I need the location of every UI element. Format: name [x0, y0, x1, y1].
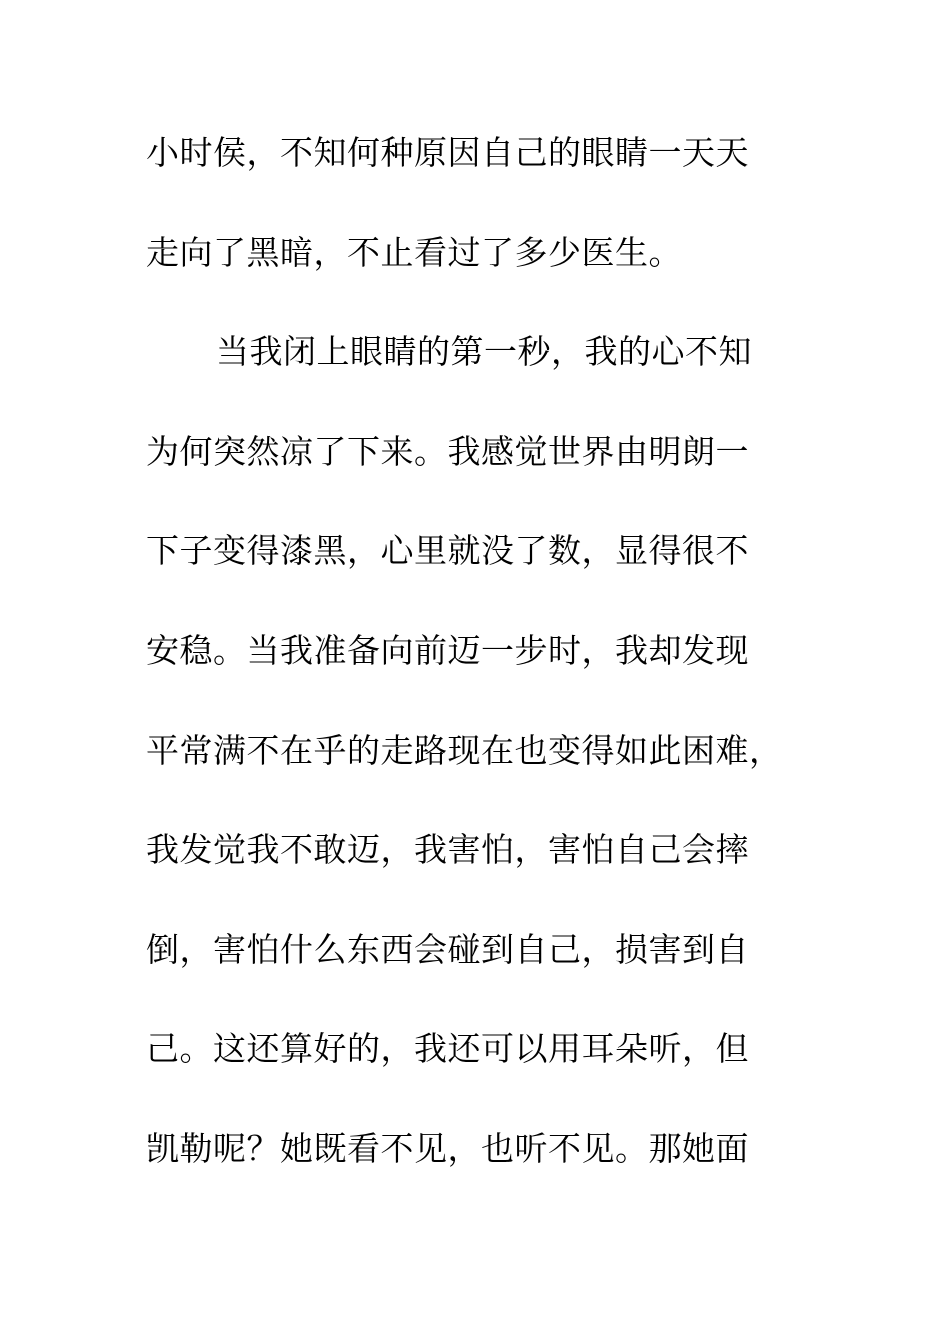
text-line: 倒，害怕什么东西会碰到自己，损害到自	[146, 929, 749, 969]
text-line: 下子变得漆黑，心里就没了数，显得很不	[146, 531, 749, 571]
text-line: 走向了黑暗，不止看过了多少医生。	[146, 232, 682, 272]
body-text	[146, 128, 806, 1224]
text-line: 凯勒呢？她既看不见，也听不见。那她面	[146, 1128, 749, 1168]
text-line: 安稳。当我准备向前迈一步时，我却发现	[146, 630, 749, 670]
text-line: 平常满不在乎的走路现在也变得如此困难，	[146, 730, 783, 770]
text-line-paragraph-start: 当我闭上眼睛的第一秒，我的心不知	[216, 332, 752, 372]
text-line: 我发觉我不敢迈，我害怕，害怕自己会摔	[146, 830, 749, 870]
text-line: 为何突然凉了下来。我感觉世界由明朗一	[146, 431, 749, 471]
text-line: 小时侯，不知何种原因自己的眼睛一天天	[146, 133, 749, 172]
text-line: 己。这还算好的，我还可以用耳朵听，但	[146, 1029, 749, 1069]
